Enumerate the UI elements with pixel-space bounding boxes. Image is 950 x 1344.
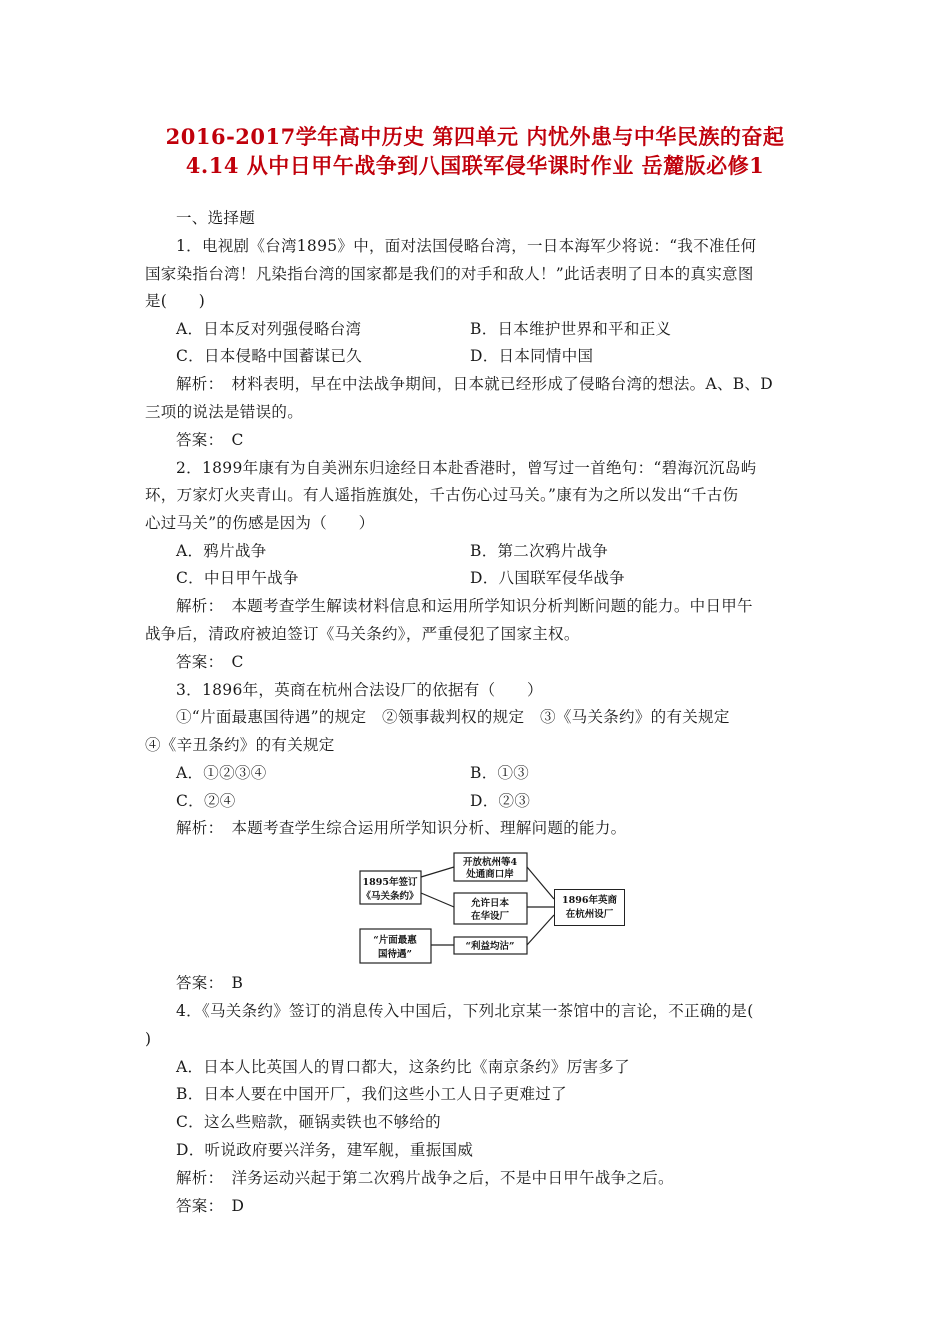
q2-stem-line-3: 心过马关”的伤感是因为（ ） <box>145 514 375 532</box>
q2-stem-line-1: 2．1899年康有为自美洲东归途经日本赴香港时，曾写过一首绝句：“碧海沉沉岛屿 <box>176 459 757 477</box>
q2-option-a: A．鸦片战争 <box>176 542 267 560</box>
section-heading: 一、选择题 <box>176 209 256 227</box>
q2-analysis-line-2: 战争后，清政府被迫签订《马关条约》，严重侵犯了国家主权。 <box>145 625 580 643</box>
q1-stem-line-1: 1．电视剧《台湾1895》中，面对法国侵略台湾，一日本海军少将说：“我不准任何 <box>176 237 757 255</box>
box-ports-line-1: 开放杭州等4 <box>462 857 518 868</box>
box-share-label: “利益均沾” <box>465 941 515 952</box>
connector-line <box>527 915 554 945</box>
q4-stem-line-2: ) <box>145 1030 152 1048</box>
q3-option-a: A．①②③④ <box>176 764 267 782</box>
box-mfn-line-2: 国待遇” <box>378 949 412 960</box>
q4-option-c: C．这么些赔款，砸锅卖铁也不够给的 <box>176 1113 441 1131</box>
q4-option-a: A．日本人比英国人的胃口都大，这条约比《南京条约》厉害多了 <box>176 1058 630 1076</box>
q3-option-c: C．②④ <box>176 792 236 810</box>
box-mfn-line-1: “片面最惠 <box>373 935 417 946</box>
box-result-line-1: 1896年英商 <box>562 895 617 906</box>
flow-diagram <box>357 849 557 967</box>
box-factory-line-2: 在华设厂 <box>470 911 510 922</box>
q2-analysis-line-1: 解析： 本题考查学生解读材料信息和运用所学知识分析判断问题的能力。中日甲午 <box>176 597 753 615</box>
q1-option-b: B．日本维护世界和平和正义 <box>470 320 672 338</box>
q1-answer: 答案： C <box>176 431 244 449</box>
q2-option-b: B．第二次鸦片战争 <box>470 542 609 560</box>
title-line-2: 4.14 从中日甲午战争到八国联军侵华课时作业 岳麓版必修1 <box>185 153 765 178</box>
q1-option-a: A．日本反对列强侵略台湾 <box>176 320 362 338</box>
q3-option-b: B．①③ <box>470 764 530 782</box>
q3-analysis: 解析： 本题考查学生综合运用所学知识分析、理解问题的能力。 <box>176 819 627 837</box>
q1-option-d: D．日本同情中国 <box>470 347 594 365</box>
connector-line <box>527 867 554 899</box>
box-result <box>554 889 625 926</box>
q1-analysis-line-1: 解析： 材料表明，早在中法战争期间，日本就已经形成了侵略台湾的想法。A、B、D <box>176 375 773 393</box>
q1-analysis-line-2: 三项的说法是错误的。 <box>145 403 304 421</box>
q4-option-b: B．日本人要在中国开厂，我们这些小工人日子更难过了 <box>176 1085 567 1103</box>
connector-line <box>421 867 454 877</box>
q1-option-c: C．日本侵略中国蓄谋已久 <box>176 347 362 365</box>
q3-stem-line-1: 3．1896年，英商在杭州合法设厂的依据有（ ） <box>176 681 543 699</box>
q3-answer: 答案： B <box>176 974 244 992</box>
box-treaty-line-1: 1895年签订 <box>362 877 418 888</box>
q4-answer: 答案： D <box>176 1197 245 1215</box>
q2-answer: 答案： C <box>176 653 244 671</box>
q4-option-d: D．听说政府要兴洋务，建军舰，重振国威 <box>176 1141 474 1159</box>
box-treaty-line-2: 《马关条约》 <box>361 891 419 902</box>
q2-stem-line-2: 环，万家灯火夹青山。有人遥指旌旗处，千古伤心过马关。”康有为之所以发出“千古伤 <box>145 486 739 504</box>
box-result-line-2: 在杭州设厂 <box>565 909 614 920</box>
q3-stem-line-2: ①“片面最惠国待遇”的规定 ②领事裁判权的规定 ③《马关条约》的有关规定 <box>176 708 730 726</box>
q4-analysis: 解析： 洋务运动兴起于第二次鸦片战争之后，不是中日甲午战争之后。 <box>176 1169 674 1187</box>
box-factory-line-1: 允许日本 <box>470 898 510 909</box>
q3-stem-line-3: ④《辛丑条约》的有关规定 <box>145 736 335 754</box>
title-line-1: 2016-2017学年高中历史 第四单元 内忧外患与中华民族的奋起 <box>165 124 785 149</box>
q2-option-d: D．八国联军侵华战争 <box>470 569 625 587</box>
q1-stem-line-3: 是( ) <box>145 292 206 310</box>
q1-stem-line-2: 国家染指台湾！凡染指台湾的国家都是我们的对手和敌人！”此话表明了日本的真实意图 <box>145 265 754 283</box>
q4-stem-line-1: 4．《马关条约》签订的消息传入中国后，下列北京某一茶馆中的言论，不正确的是( <box>176 1002 754 1020</box>
connector-line <box>421 893 454 907</box>
q2-option-c: C．中日甲午战争 <box>176 569 299 587</box>
q3-option-d: D．②③ <box>470 792 531 810</box>
box-ports-line-2: 处通商口岸 <box>466 869 514 880</box>
